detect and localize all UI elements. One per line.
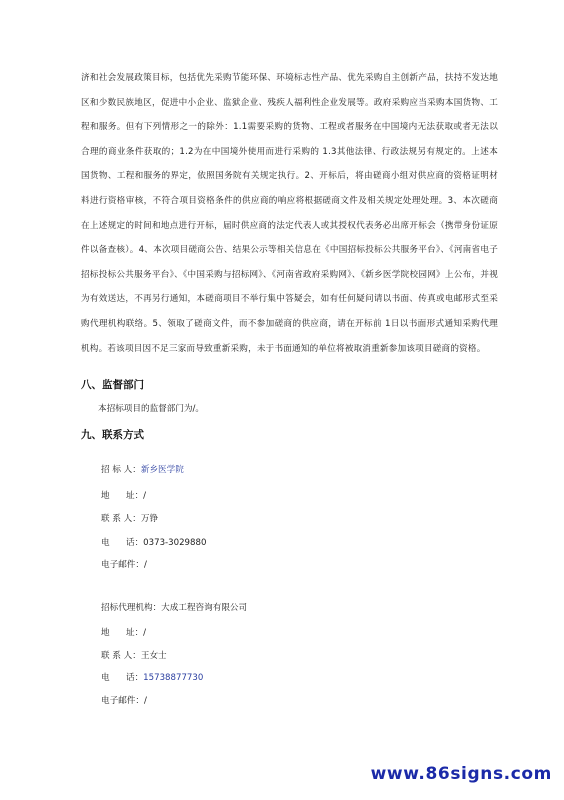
section-heading-supervision: 八、监督部门 (81, 379, 144, 391)
agency-phone-value: 15738877730 (143, 673, 204, 683)
tenderer-contact-value: 万铮 (140, 514, 159, 524)
body-paragraph: 济和社会发展政策目标，包括优先采购节能环保、环境标志性产品、优先采购自主创新产品，扶持不发达地区和少数民族地区，促进中小企业、监狱企业、残疾人福利性企业发展等。政府采购应当采购本国货物、工程和服务。但有下列情形之一的除外：1.1需要采购的货物、工程或者服务在中国境内无法获取或者无法以合理的商业条件获取的；1.2为在中国境外使用而进行采购的 1.3其他法律、行政法规另有规定的。上述本国货物、工程和服务的界定，依照国务院有关规定执行。2、开标后，将由磋商小组对供应商的资格证明材料进行资格审核，不符合项目资格条件的供应商的响应将根据磋商文件及相关规定处理处理。3、本次磋商在上述规定的时间和地点进行开标，届时供应商的法定代表人或其授权代表务必出席开标会（携带身份证原件以备查核）。4、本次项目磋商公告、结果公示等相关信息在《中国招标投标公共服务平台》、《河南省电子招标投标公共服务平台》、《中国采购与招标网》、《河南省政府采购网》、《新乡医学院校园网》上公布，并视为有效送达，不再另行通知，本磋商项目不举行集中答疑会，如有任何疑问请以书面、传真或电邮形式至采购代理机构联络。5、领取了磋商文件，而不参加磋商的供应商，请在开标前 1日以书面形式通知采购代理机构。若该项目因不足三家而导致重新采购，未于书面通知的单位将被取消重新参加该项目磋商的资格。 (81, 73, 498, 354)
tenderer-contact-row (101, 512, 158, 524)
agency-name-label: 招标代理机构： (101, 603, 162, 613)
agency-name-value: 大成工程咨询有限公司 (161, 603, 248, 613)
site-watermark: www.86signs.com (370, 764, 552, 784)
supervision-text: 本招标项目的监督部门为/。 (98, 404, 205, 414)
tenderer-address-label: 地 址： (101, 491, 144, 501)
tenderer-phone-label: 电 话： (101, 538, 144, 548)
agency-email-value: / (143, 696, 147, 706)
tenderer-address-value: / (143, 491, 147, 501)
tenderer-name-label: 招 标 人： (101, 465, 141, 475)
tenderer-email-value: / (143, 560, 147, 570)
agency-address-label: 地 址： (101, 628, 144, 638)
tenderer-phone-row (101, 536, 206, 548)
tenderer-address-row (101, 489, 146, 501)
agency-contact-value: 王女士 (140, 651, 167, 661)
agency-email-row (101, 694, 147, 706)
tenderer-phone-value: 0373-3029880 (143, 538, 207, 548)
tenderer-name-value: 新乡医学院 (140, 465, 184, 475)
agency-phone-label: 电 话： (101, 673, 144, 683)
tenderer-email-label: 电子邮件： (101, 560, 144, 570)
tenderer-name-row (101, 463, 184, 475)
agency-phone-row (101, 671, 203, 683)
agency-contact-label: 联 系 人： (101, 651, 141, 661)
agency-email-label: 电子邮件： (101, 696, 144, 706)
tenderer-contact-label: 联 系 人： (101, 514, 141, 524)
agency-address-value: / (143, 628, 147, 638)
tenderer-email-row (101, 558, 147, 570)
section-heading-contact: 九、联系方式 (81, 429, 144, 441)
agency-address-row (101, 626, 146, 638)
agency-contact-row (101, 649, 167, 661)
agency-name-row (101, 601, 247, 613)
